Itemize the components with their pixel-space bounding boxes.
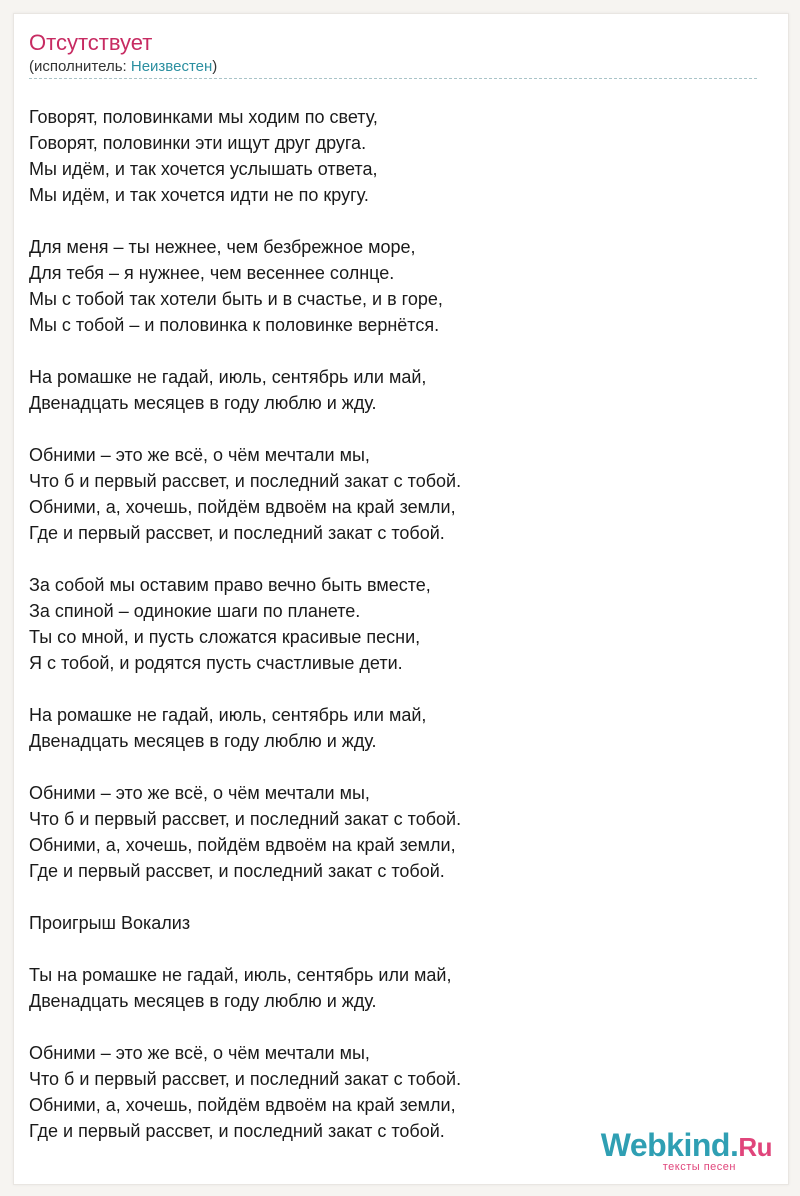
logo-dot: . bbox=[729, 1127, 739, 1163]
lyric-line: Мы с тобой так хотели быть и в счастье, и в горе, bbox=[29, 289, 443, 309]
lyric-line: Двенадцать месяцев в году люблю и жду. bbox=[29, 991, 377, 1011]
lyric-line: Мы идём, и так хочется услышать ответа, bbox=[29, 159, 378, 179]
lyric-line: Обними, а, хочешь, пойдём вдвоём на край земли, bbox=[29, 835, 456, 855]
lyric-line: На ромашке не гадай, июль, сентябрь или май, bbox=[29, 367, 427, 387]
lyrics-stanza bbox=[29, 104, 757, 208]
lyric-line: Где и первый рассвет, и последний закат с тобой. bbox=[29, 523, 445, 543]
lyrics-stanza bbox=[29, 572, 757, 676]
lyric-line: Где и первый рассвет, и последний закат с тобой. bbox=[29, 861, 445, 881]
lyric-line: Для меня – ты нежнее, чем безбрежное море, bbox=[29, 237, 416, 257]
song-title: Отсутствует bbox=[29, 30, 153, 55]
lyric-line: Обними – это же всё, о чём мечтали мы, bbox=[29, 445, 370, 465]
lyric-line: Говорят, половинками мы ходим по свету, bbox=[29, 107, 378, 127]
artist-line bbox=[29, 57, 757, 79]
artist-link[interactable]: Неизвестен bbox=[130, 58, 213, 75]
lyric-line: За спиной – одинокие шаги по планете. bbox=[29, 601, 361, 621]
lyric-line: Обними – это же всё, о чём мечтали мы, bbox=[29, 1043, 370, 1063]
lyric-line: Ты со мной, и пусть сложатся красивые песни, bbox=[29, 627, 421, 647]
lyric-line: На ромашке не гадай, июль, сентябрь или май, bbox=[29, 705, 427, 725]
logo-subtitle: тексты песен bbox=[662, 1161, 736, 1173]
lyrics-stanza bbox=[29, 364, 757, 416]
lyric-line: Обними, а, хочешь, пойдём вдвоём на край земли, bbox=[29, 1095, 456, 1115]
artist-suffix: ) bbox=[212, 58, 218, 75]
logo-ru: Ru bbox=[738, 1132, 772, 1162]
lyric-line: Говорят, половинки эти ищут друг друга. bbox=[29, 133, 367, 153]
lyric-line: Где и первый рассвет, и последний закат с тобой. bbox=[29, 1121, 445, 1141]
lyric-line: Мы с тобой – и половинка к половинке вернётся. bbox=[29, 315, 440, 335]
lyrics-stanza bbox=[29, 962, 757, 1014]
logo-wordmark bbox=[601, 1128, 772, 1164]
lyric-line: Мы идём, и так хочется идти не по кругу. bbox=[29, 185, 369, 205]
lyric-line: Обними – это же всё, о чём мечтали мы, bbox=[29, 783, 370, 803]
lyric-line: Для тебя – я нужнее, чем весеннее солнце. bbox=[29, 263, 395, 283]
lyric-line: Ты на ромашке не гадай, июль, сентябрь или май, bbox=[29, 965, 452, 985]
lyrics-body bbox=[29, 104, 757, 1173]
site-logo[interactable] bbox=[601, 1128, 772, 1172]
lyric-line: За собой мы оставим право вечно быть вместе, bbox=[29, 575, 431, 595]
lyric-line: Обними, а, хочешь, пойдём вдвоём на край земли, bbox=[29, 497, 456, 517]
lyric-line: Я с тобой, и родятся пусть счастливые дети. bbox=[29, 653, 403, 673]
logo-web: Webkind bbox=[600, 1127, 730, 1163]
lyrics-stanza bbox=[29, 442, 757, 546]
lyrics-stanza bbox=[29, 910, 757, 936]
lyrics-stanza bbox=[29, 234, 757, 338]
lyrics-stanza bbox=[29, 702, 757, 754]
lyric-line: Что б и первый рассвет, и последний закат с тобой. bbox=[29, 471, 462, 491]
lyric-line: Двенадцать месяцев в году люблю и жду. bbox=[29, 393, 377, 413]
lyric-line: Двенадцать месяцев в году люблю и жду. bbox=[29, 731, 377, 751]
lyric-line: Что б и первый рассвет, и последний закат с тобой. bbox=[29, 1069, 462, 1089]
lyrics-stanza bbox=[29, 780, 757, 884]
artist-prefix: (исполнитель: bbox=[29, 58, 131, 75]
song-header bbox=[29, 29, 757, 79]
lyric-line: Что б и первый рассвет, и последний закат с тобой. bbox=[29, 809, 462, 829]
lyric-line: Проигрыш Вокализ bbox=[29, 913, 191, 933]
